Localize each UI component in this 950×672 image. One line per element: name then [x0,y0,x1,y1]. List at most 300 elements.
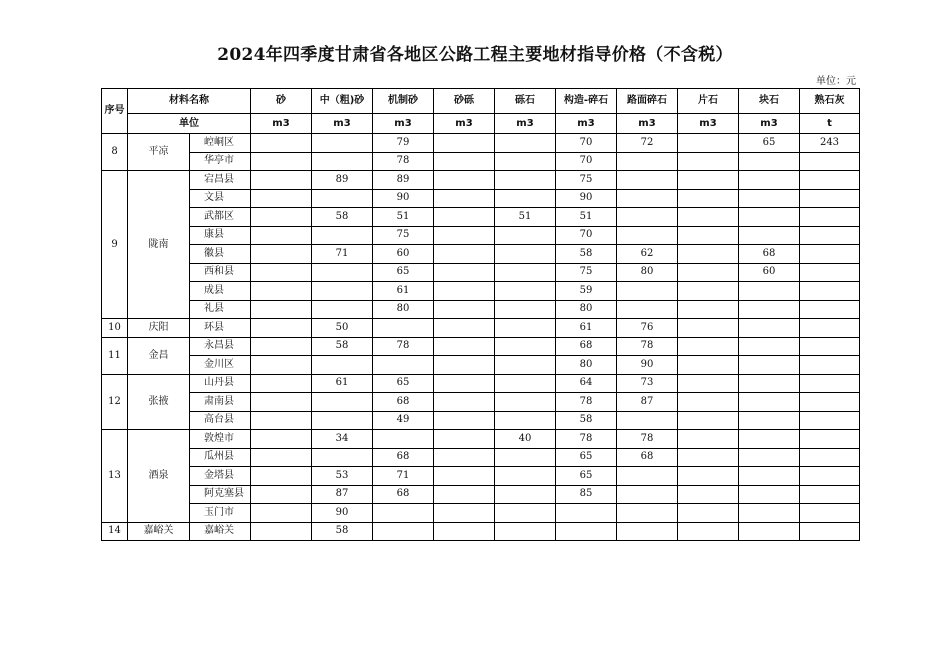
header-row [102,89,860,114]
price-cell [739,467,800,486]
region-cell: 平凉 [128,134,190,171]
price-cell [251,356,312,375]
price-cell [678,448,739,467]
price-cell [251,337,312,356]
price-cell: 76 [617,319,678,338]
price-cell: 50 [312,319,373,338]
price-cell: 51 [373,208,434,227]
table-row [102,263,860,282]
price-cell: 243 [800,134,860,153]
seq-cell: 11 [102,337,128,374]
price-cell: 68 [617,448,678,467]
price-cell [312,152,373,171]
table-row [102,374,860,393]
price-cell [434,337,495,356]
column-header: 砂砾 [434,89,495,114]
price-cell [251,448,312,467]
price-cell [617,189,678,208]
price-cell [800,374,860,393]
district-cell: 礼县 [190,300,251,319]
table-row [102,208,860,227]
seq-cell: 9 [102,171,128,319]
table-row [102,430,860,449]
price-cell [251,485,312,504]
price-cell [312,356,373,375]
table-row [102,522,860,541]
price-cell [800,226,860,245]
price-cell: 70 [556,152,617,171]
district-cell: 康县 [190,226,251,245]
price-cell [495,522,556,541]
unit-cell: m3 [312,114,373,134]
table-row [102,393,860,412]
price-cell: 53 [312,467,373,486]
district-cell: 华亭市 [190,152,251,171]
price-cell [251,282,312,301]
price-cell [495,226,556,245]
price-cell [495,393,556,412]
price-cell [495,152,556,171]
price-cell [800,152,860,171]
district-cell: 武都区 [190,208,251,227]
price-table [101,88,860,541]
price-cell [495,504,556,523]
price-cell [434,319,495,338]
price-cell [739,300,800,319]
table-row [102,411,860,430]
price-cell: 90 [556,189,617,208]
price-cell [739,356,800,375]
price-cell [373,504,434,523]
table-row [102,337,860,356]
price-cell: 68 [556,337,617,356]
price-cell [312,282,373,301]
price-cell: 71 [312,245,373,264]
price-cell [800,411,860,430]
price-cell [251,522,312,541]
price-cell [434,522,495,541]
price-cell: 70 [556,134,617,153]
price-cell [617,282,678,301]
price-cell [739,411,800,430]
price-cell: 51 [556,208,617,227]
table-row [102,189,860,208]
unit-cell: m3 [434,114,495,134]
price-cell: 78 [556,393,617,412]
price-cell [678,282,739,301]
price-cell: 80 [373,300,434,319]
price-cell [251,430,312,449]
column-header: 块石 [739,89,800,114]
price-cell [312,134,373,153]
price-cell [678,356,739,375]
price-cell [312,448,373,467]
price-cell: 78 [373,337,434,356]
price-cell: 65 [373,374,434,393]
unit-cell: m3 [678,114,739,134]
price-cell [678,319,739,338]
district-cell: 敦煌市 [190,430,251,449]
price-cell [800,189,860,208]
price-cell [495,411,556,430]
price-cell [434,300,495,319]
price-cell: 62 [617,245,678,264]
price-cell: 79 [373,134,434,153]
seq-cell: 14 [102,522,128,541]
price-cell [434,208,495,227]
table-row [102,504,860,523]
price-cell [678,208,739,227]
price-cell: 75 [556,263,617,282]
price-cell [739,208,800,227]
price-cell [373,356,434,375]
district-cell: 肃南县 [190,393,251,412]
price-cell: 87 [617,393,678,412]
price-cell [800,522,860,541]
price-cell [800,467,860,486]
price-cell [434,374,495,393]
price-cell [678,485,739,504]
price-cell [739,393,800,412]
district-cell: 阿克塞县 [190,485,251,504]
district-cell: 徽县 [190,245,251,264]
price-cell [739,189,800,208]
price-cell [495,300,556,319]
unit-cell: t [800,114,860,134]
unit-row [102,114,860,134]
unit-cell: m3 [251,114,312,134]
price-cell [739,504,800,523]
unit-cell: m3 [617,114,678,134]
price-cell [739,448,800,467]
table-body [102,134,860,541]
price-cell [617,485,678,504]
price-cell [739,337,800,356]
price-cell [800,430,860,449]
price-cell [800,245,860,264]
district-cell: 金塔县 [190,467,251,486]
price-cell: 61 [556,319,617,338]
price-cell: 58 [312,208,373,227]
price-cell [495,245,556,264]
column-header: 砂 [251,89,312,114]
price-cell [678,411,739,430]
price-cell [800,263,860,282]
price-cell [556,522,617,541]
price-cell [495,467,556,486]
price-cell: 78 [373,152,434,171]
price-cell [739,430,800,449]
district-cell: 玉门市 [190,504,251,523]
price-cell [678,134,739,153]
column-header: 片石 [678,89,739,114]
price-cell [800,319,860,338]
price-cell: 58 [312,522,373,541]
price-cell [556,504,617,523]
price-cell [251,300,312,319]
price-cell: 90 [312,504,373,523]
price-cell [678,245,739,264]
price-cell [373,430,434,449]
price-cell [434,171,495,190]
price-cell [251,134,312,153]
district-cell: 嘉峪关 [190,522,251,541]
price-cell [617,208,678,227]
price-cell [495,337,556,356]
price-cell [434,448,495,467]
price-cell: 89 [373,171,434,190]
price-cell: 65 [373,263,434,282]
price-cell [434,152,495,171]
price-cell: 64 [556,374,617,393]
price-cell: 71 [373,467,434,486]
price-cell [495,356,556,375]
price-cell: 78 [617,337,678,356]
price-cell: 65 [556,467,617,486]
price-cell [678,504,739,523]
table-row [102,282,860,301]
price-cell: 80 [556,356,617,375]
price-cell [739,282,800,301]
price-cell [251,319,312,338]
table-row [102,245,860,264]
price-cell: 70 [556,226,617,245]
price-cell: 51 [495,208,556,227]
price-cell [678,430,739,449]
price-cell [495,189,556,208]
price-cell [678,374,739,393]
price-cell [312,411,373,430]
district-cell: 环县 [190,319,251,338]
price-cell [495,263,556,282]
price-cell [251,152,312,171]
district-cell: 崆峒区 [190,134,251,153]
price-cell [678,263,739,282]
price-cell [251,189,312,208]
price-cell [495,448,556,467]
price-cell: 58 [556,411,617,430]
price-cell [434,430,495,449]
price-cell [434,245,495,264]
price-cell [617,467,678,486]
price-cell [678,189,739,208]
price-cell [251,226,312,245]
price-cell: 58 [312,337,373,356]
price-cell: 49 [373,411,434,430]
price-cell: 87 [312,485,373,504]
column-header: 中（粗)砂 [312,89,373,114]
price-cell: 78 [617,430,678,449]
price-cell [800,485,860,504]
seq-header: 序号 [102,89,128,134]
price-cell [617,226,678,245]
price-cell [739,152,800,171]
price-cell [739,226,800,245]
region-cell: 张掖 [128,374,190,430]
district-cell: 宕昌县 [190,171,251,190]
table-row [102,467,860,486]
price-cell [617,504,678,523]
price-cell [312,189,373,208]
region-cell: 嘉峪关 [128,522,190,541]
price-cell: 61 [312,374,373,393]
seq-cell: 12 [102,374,128,430]
price-cell [800,171,860,190]
price-cell [495,374,556,393]
price-cell [495,134,556,153]
district-cell: 金川区 [190,356,251,375]
price-cell [251,467,312,486]
table-row [102,485,860,504]
price-cell [617,152,678,171]
district-cell: 成县 [190,282,251,301]
price-cell [251,374,312,393]
price-cell [800,356,860,375]
price-cell [739,485,800,504]
district-cell: 高台县 [190,411,251,430]
district-cell: 永昌县 [190,337,251,356]
table-row [102,356,860,375]
price-cell [251,504,312,523]
price-cell: 78 [556,430,617,449]
seq-cell: 10 [102,319,128,338]
price-cell [800,282,860,301]
table-row [102,319,860,338]
material-name-header: 材料名称 [128,89,251,114]
price-cell [434,226,495,245]
price-cell [312,393,373,412]
price-cell [678,226,739,245]
region-cell: 陇南 [128,171,190,319]
price-cell [495,171,556,190]
price-cell: 75 [373,226,434,245]
page-title: 2024年四季度甘肃省各地区公路工程主要地材指导价格（不含税） [217,45,733,65]
table-row [102,448,860,467]
price-cell [312,300,373,319]
price-cell: 90 [617,356,678,375]
price-cell [434,263,495,282]
unit-cell: m3 [495,114,556,134]
table-row [102,300,860,319]
table-row [102,134,860,153]
price-cell [251,411,312,430]
price-cell: 68 [739,245,800,264]
price-cell: 40 [495,430,556,449]
price-cell: 68 [373,393,434,412]
price-cell [434,393,495,412]
price-cell: 59 [556,282,617,301]
price-cell [678,467,739,486]
price-cell [434,485,495,504]
price-cell [434,356,495,375]
price-cell [617,522,678,541]
column-header: 熟石灰 [800,89,860,114]
column-header: 路面碎石 [617,89,678,114]
price-cell: 34 [312,430,373,449]
price-cell [312,263,373,282]
price-cell [434,134,495,153]
region-cell: 酒泉 [128,430,190,523]
price-cell [251,171,312,190]
price-cell [434,189,495,208]
price-cell: 85 [556,485,617,504]
price-cell [678,152,739,171]
price-cell [678,337,739,356]
price-cell [739,171,800,190]
price-cell: 60 [373,245,434,264]
price-cell [678,171,739,190]
price-cell [434,411,495,430]
district-cell: 瓜州县 [190,448,251,467]
price-cell: 68 [373,448,434,467]
price-cell: 65 [739,134,800,153]
price-cell [251,263,312,282]
price-cell [251,208,312,227]
seq-cell: 8 [102,134,128,171]
price-cell [739,319,800,338]
price-cell [800,337,860,356]
price-cell [373,319,434,338]
column-header: 构造-碎石 [556,89,617,114]
price-cell [800,448,860,467]
column-header: 机制砂 [373,89,434,114]
region-cell: 庆阳 [128,319,190,338]
unit-label: 单位 [128,114,251,134]
region-cell: 金昌 [128,337,190,374]
price-cell [434,282,495,301]
price-cell: 73 [617,374,678,393]
price-cell [495,485,556,504]
price-cell [678,300,739,319]
price-cell: 65 [556,448,617,467]
unit-note: 单位：元 [816,76,856,87]
unit-cell: m3 [556,114,617,134]
unit-cell: m3 [739,114,800,134]
price-cell [434,467,495,486]
table-row [102,226,860,245]
price-cell [739,522,800,541]
price-cell: 61 [373,282,434,301]
price-cell: 75 [556,171,617,190]
column-header: 砾石 [495,89,556,114]
price-cell: 80 [556,300,617,319]
price-cell: 89 [312,171,373,190]
price-cell [373,522,434,541]
price-cell [739,374,800,393]
unit-cell: m3 [373,114,434,134]
price-cell [434,504,495,523]
price-cell [251,393,312,412]
price-cell: 68 [373,485,434,504]
price-cell [800,504,860,523]
table-row [102,171,860,190]
district-cell: 西和县 [190,263,251,282]
price-cell: 80 [617,263,678,282]
price-cell: 90 [373,189,434,208]
price-cell [800,300,860,319]
price-cell [251,245,312,264]
price-cell: 72 [617,134,678,153]
price-cell [800,393,860,412]
price-cell [678,393,739,412]
price-cell [800,208,860,227]
price-cell [495,282,556,301]
price-cell [617,300,678,319]
price-cell: 58 [556,245,617,264]
table-row [102,152,860,171]
seq-cell: 13 [102,430,128,523]
district-cell: 山丹县 [190,374,251,393]
